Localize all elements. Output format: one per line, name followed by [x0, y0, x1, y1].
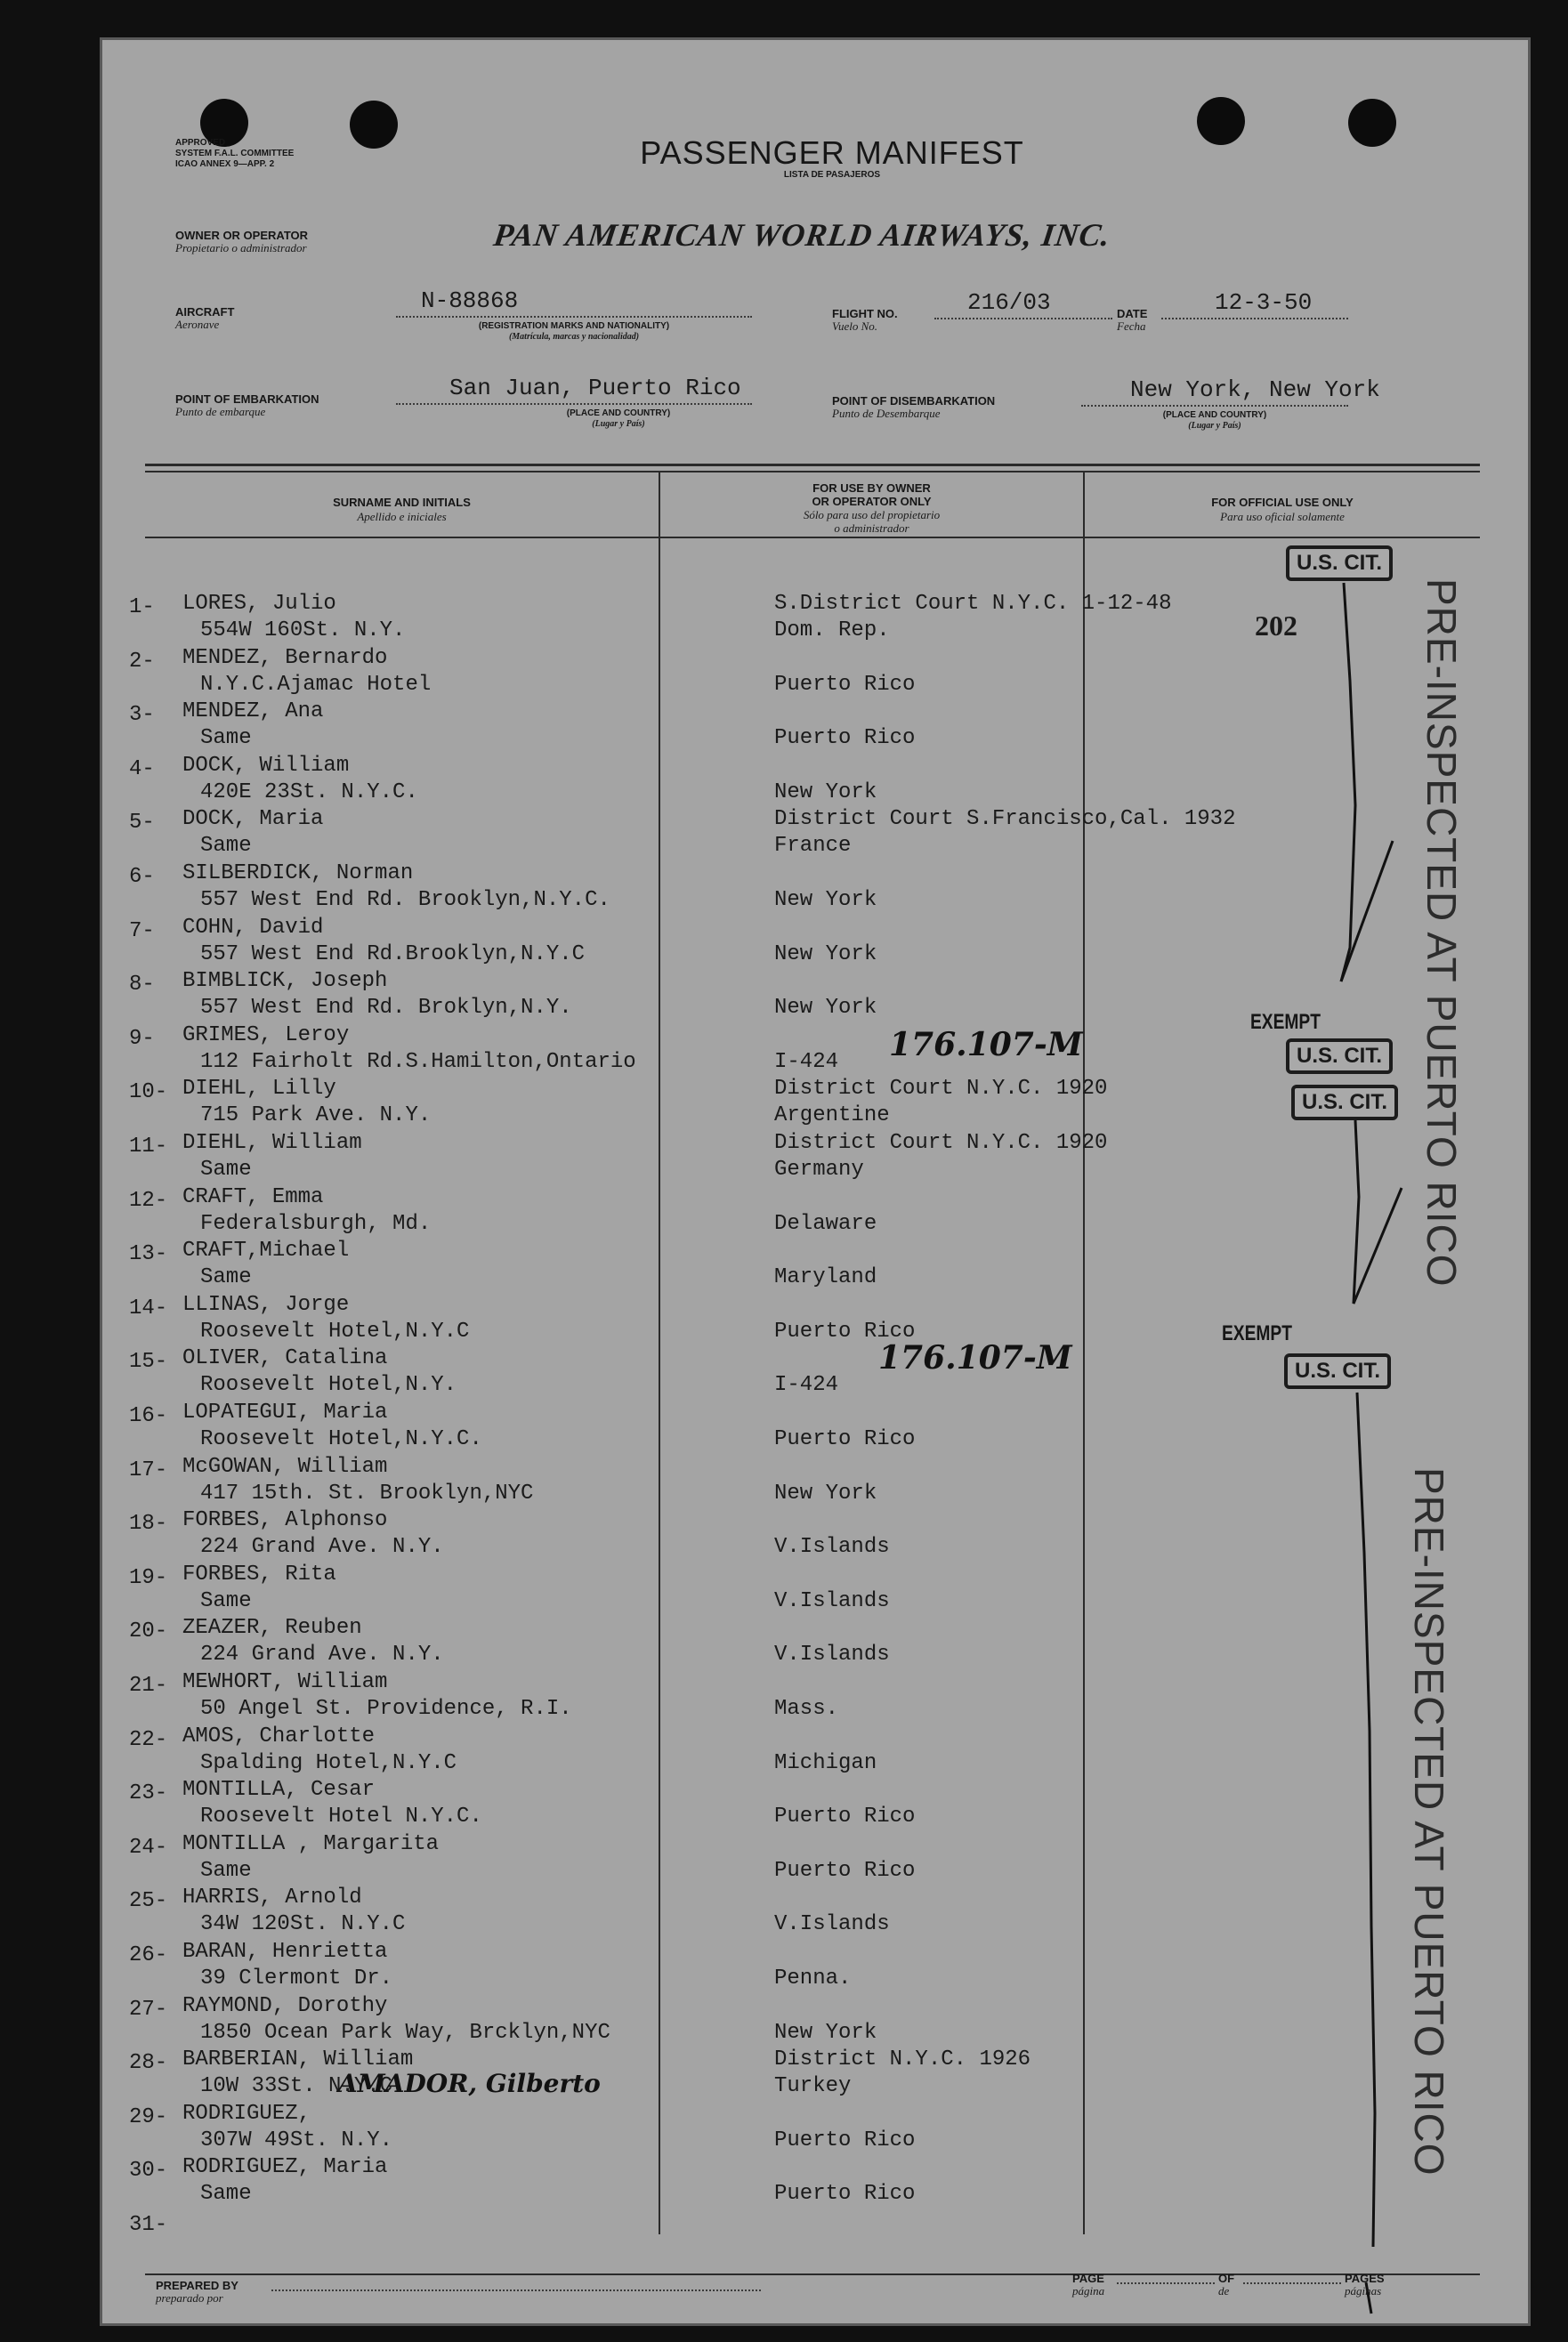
operator-note-2: Germany	[774, 1158, 864, 1182]
passenger-address: 34W 120St. N.Y.C	[200, 1912, 406, 1936]
operator-note-2: V.Islands	[774, 1912, 890, 1936]
operator-note-2: Penna.	[774, 1966, 852, 1991]
operator-note-2: New York	[774, 942, 877, 966]
approval-line: ICAO ANNEX 9—APP. 2	[175, 159, 275, 169]
row-number: 27-	[129, 1998, 168, 2022]
check-line	[1341, 841, 1393, 981]
owner-label-es: Propietario o administrador	[175, 241, 307, 254]
file-number: 202	[1255, 610, 1297, 642]
pages-label-es: páginas	[1345, 2284, 1382, 2298]
passenger-name: LLINAS, Jorge	[182, 1293, 350, 1317]
passenger-address: Roosevelt Hotel,N.Y.C	[200, 1320, 470, 1344]
us-citizen-stamp: U.S. CIT.	[1286, 1038, 1393, 1074]
operator-note-2: New York	[774, 1482, 877, 1506]
operator-note-2: Mass.	[774, 1697, 839, 1721]
passenger-name: RODRIGUEZ, Maria	[182, 2155, 388, 2179]
passenger-name: CRAFT,Michael	[182, 1239, 350, 1263]
operator-note-2: I-424	[774, 1373, 839, 1397]
operator-note: S.District Court N.Y.C. 1-12-48	[774, 592, 1172, 616]
operator-name: PAN AMERICAN WORLD AIRWAYS, INC.	[491, 217, 1113, 253]
operator-note-2: Puerto Rico	[774, 1805, 916, 1829]
passenger-name: FORBES, Rita	[182, 1563, 336, 1587]
operator-note-2: New York	[774, 888, 877, 912]
operator-note-2: Michigan	[774, 1751, 877, 1775]
owner-label: OWNER OR OPERATOR	[175, 229, 309, 242]
page-label-es: página	[1072, 2284, 1105, 2298]
passenger-name: ZEAZER, Reuben	[182, 1616, 362, 1640]
passenger-address: 50 Angel St. Providence, R.I.	[200, 1697, 572, 1721]
passenger-address: 557 West End Rd. Brooklyn,N.Y.C.	[200, 888, 610, 912]
passenger-name: DOCK, William	[182, 754, 350, 778]
col-header-owner-line: FOR USE BY OWNER	[812, 481, 931, 495]
of-line	[1243, 2282, 1341, 2284]
passenger-name: MENDEZ, Ana	[182, 699, 324, 723]
of-label: OF	[1218, 2272, 1235, 2285]
preinspected-stamp: PRE-INSPECTED AT PUERTO RICO	[1406, 1467, 1452, 2176]
operator-note-2: Puerto Rico	[774, 726, 916, 750]
operator-note: District N.Y.C. 1926	[774, 2047, 1031, 2071]
operator-note-2: V.Islands	[774, 1535, 890, 1559]
embark-place-note-es: (Lugar y País)	[592, 419, 645, 429]
passenger-name: McGOWAN, William	[182, 1455, 388, 1479]
operator-note-2: Maryland	[774, 1265, 877, 1289]
embarkation-label: POINT OF EMBARKATION	[175, 392, 319, 406]
us-citizen-stamp: U.S. CIT.	[1284, 1353, 1391, 1389]
passenger-address: Same	[200, 1158, 252, 1182]
passenger-name: RAYMOND, Dorothy	[182, 1994, 388, 2018]
passenger-name: HARRIS, Arnold	[182, 1886, 362, 1910]
passenger-address: 554W 160St. N.Y.	[200, 618, 406, 642]
passenger-name: DIEHL, William	[182, 1131, 362, 1155]
passenger-name: BARBERIAN, William	[182, 2047, 414, 2071]
row-number: 3-	[129, 703, 155, 727]
disembarkation-label: POINT OF DISEMBARKATION	[832, 394, 996, 408]
passenger-address: 307W 49St. N.Y.	[200, 2128, 393, 2152]
passenger-address: 1850 Ocean Park Way, Brcklyn,NYC	[200, 2021, 610, 2045]
operator-note-2: Puerto Rico	[774, 1427, 916, 1451]
row-number: 1-	[129, 595, 155, 619]
passenger-name: BIMBLICK, Joseph	[182, 969, 388, 993]
flight-label-es: Vuelo No.	[832, 319, 878, 333]
passenger-name: MENDEZ, Bernardo	[182, 646, 388, 670]
row-number: 15-	[129, 1350, 168, 1374]
col-header-name: SURNAME AND INITIALS	[333, 496, 471, 509]
passenger-address: Same	[200, 1589, 252, 1613]
passenger-name: OLIVER, Catalina	[182, 1346, 388, 1370]
passenger-address: Same	[200, 1265, 252, 1289]
embarkation-label-es: Punto de embarque	[175, 405, 266, 418]
aircraft-label-es: Aeronave	[175, 318, 220, 331]
passenger-name: AMOS, Charlotte	[182, 1724, 376, 1748]
aircraft-value: N-88868	[421, 287, 519, 314]
passenger-address: Same	[200, 726, 252, 750]
handwritten-number: 176.107-M	[878, 1339, 1072, 1377]
passenger-address: Federalsburgh, Md.	[200, 1212, 432, 1236]
operator-note-2: Puerto Rico	[774, 1859, 916, 1883]
row-number: 22-	[129, 1728, 168, 1752]
row-number: 6-	[129, 865, 155, 889]
exempt-stamp: EXEMPT	[1222, 1321, 1292, 1345]
page-label: PAGE	[1072, 2272, 1104, 2285]
passenger-name: RODRIGUEZ,	[182, 2102, 311, 2126]
passenger-name: DIEHL, Lilly	[182, 1077, 336, 1101]
row-number: 28-	[129, 2051, 168, 2075]
preinspected-stamp: PRE-INSPECTED AT PUERTO RICO	[1418, 578, 1465, 1288]
row-number: 26-	[129, 1943, 168, 1967]
passenger-address: 224 Grand Ave. N.Y.	[200, 1643, 444, 1667]
operator-note-2: Puerto Rico	[774, 1320, 916, 1344]
row-number: 5-	[129, 811, 155, 835]
exempt-stamp: EXEMPT	[1250, 1010, 1321, 1034]
disembark-place-note: (PLACE AND COUNTRY)	[1162, 410, 1267, 420]
handwritten-number: 176.107-M	[889, 1026, 1083, 1063]
pages-label: PAGES	[1345, 2272, 1385, 2285]
row-number: 9-	[129, 1027, 155, 1051]
passenger-address: 112 Fairholt Rd.S.Hamilton,Ontario	[200, 1050, 636, 1074]
passenger-name: MONTILLA, Cesar	[182, 1778, 376, 1802]
row-number: 17-	[129, 1458, 168, 1482]
row-number: 18-	[129, 1512, 168, 1536]
date-label-es: Fecha	[1117, 319, 1146, 333]
row-number: 7-	[129, 919, 155, 943]
operator-note-2: Puerto Rico	[774, 2182, 916, 2206]
registration-note-es: (Matrícula, marcas y nacionalidad)	[508, 332, 640, 342]
passenger-address: 39 Clermont Dr.	[200, 1966, 393, 1991]
col-header-owner-es-line: o administrador	[834, 521, 909, 535]
embarkation-value: San Juan, Puerto Rico	[449, 375, 741, 401]
passenger-name: LORES, Julio	[182, 592, 336, 616]
aircraft-label: AIRCRAFT	[175, 305, 235, 319]
passenger-name: GRIMES, Leroy	[182, 1023, 350, 1047]
operator-note-2: New York	[774, 780, 877, 804]
disembarkation-value: New York, New York	[1130, 376, 1380, 403]
operator-note-2: New York	[774, 996, 877, 1020]
us-citizen-stamp: U.S. CIT.	[1291, 1085, 1398, 1120]
passenger-address: Roosevelt Hotel,N.Y.	[200, 1373, 457, 1397]
passenger-address: Same	[200, 2182, 252, 2206]
passenger-name: FORBES, Alphonso	[182, 1508, 388, 1532]
document-title: PASSENGER MANIFEST	[640, 134, 1024, 171]
disembark-place-note-es: (Lugar y País)	[1188, 421, 1241, 431]
handwritten-name: AMADOR, Gilberto	[338, 2069, 601, 2098]
row-number: 12-	[129, 1189, 168, 1213]
row-number: 14-	[129, 1296, 168, 1320]
passenger-address: 10W 33St. N.Y.C	[200, 2074, 393, 2098]
flight-label: FLIGHT NO.	[832, 307, 898, 320]
date-value: 12-3-50	[1215, 289, 1313, 316]
row-number: 13-	[129, 1242, 168, 1266]
passenger-address: Same	[200, 834, 252, 858]
col-header-owner-es-line: Sólo para uso del propietario	[803, 508, 941, 521]
document-subtitle: LISTA DE PASAJEROS	[783, 170, 881, 180]
passenger-address: 420E 23St. N.Y.C.	[200, 780, 418, 804]
of-label-es: de	[1218, 2284, 1230, 2298]
approval-line: SYSTEM F.A.L. COMMITTEE	[175, 149, 295, 158]
passenger-address: 224 Grand Ave. N.Y.	[200, 1535, 444, 1559]
operator-note-2: Puerto Rico	[774, 673, 916, 697]
row-number: 24-	[129, 1836, 168, 1860]
row-number: 8-	[129, 973, 155, 997]
us-citizen-stamp: U.S. CIT.	[1286, 545, 1393, 581]
passenger-address: 417 15th. St. Brooklyn,NYC	[200, 1482, 534, 1506]
prepared-by-label: PREPARED BY	[156, 2279, 238, 2292]
row-number: 2-	[129, 650, 155, 674]
check-line	[1357, 1393, 1375, 2247]
row-number: 23-	[129, 1781, 168, 1805]
row-number: 10-	[129, 1080, 168, 1104]
operator-note: District Court S.Francisco,Cal. 1932	[774, 807, 1236, 831]
embark-place-note: (PLACE AND COUNTRY)	[566, 408, 671, 418]
passenger-name: MEWHORT, William	[182, 1670, 388, 1694]
row-number: 25-	[129, 1889, 168, 1913]
date-label: DATE	[1117, 307, 1148, 320]
passenger-name: BARAN, Henrietta	[182, 1940, 388, 1964]
operator-note-2: New York	[774, 2021, 877, 2045]
row-number: 20-	[129, 1619, 168, 1643]
check-line	[1354, 1120, 1402, 1304]
manifest-sheet	[100, 37, 1531, 2326]
passenger-name: LOPATEGUI, Maria	[182, 1401, 388, 1425]
registration-note: (REGISTRATION MARKS AND NATIONALITY)	[478, 321, 670, 331]
passenger-name: COHN, David	[182, 916, 324, 940]
col-header-official-es: Para uso oficial solamente	[1220, 510, 1345, 523]
prepared-by-line	[271, 2290, 761, 2291]
passenger-address: Roosevelt Hotel N.Y.C.	[200, 1805, 482, 1829]
page-line	[1117, 2282, 1215, 2284]
passenger-address: Same	[200, 1859, 252, 1883]
prepared-by-label-es: preparado por	[156, 2291, 223, 2305]
col-header-official: FOR OFFICIAL USE ONLY	[1211, 496, 1354, 509]
row-number: 4-	[129, 757, 155, 781]
operator-note: District Court N.Y.C. 1920	[774, 1131, 1108, 1155]
disembarkation-label-es: Punto de Desembarque	[832, 407, 941, 420]
row-number: 11-	[129, 1135, 168, 1159]
col-header-owner-line: OR OPERATOR ONLY	[812, 495, 932, 508]
col-header-name-es: Apellido e iniciales	[357, 510, 447, 523]
flight-value: 216/03	[967, 289, 1051, 316]
operator-note-2: Delaware	[774, 1212, 877, 1236]
operator-note-2: Turkey	[774, 2074, 852, 2098]
row-number: 30-	[129, 2159, 168, 2183]
operator-note-2: V.Islands	[774, 1589, 890, 1613]
operator-note-2: Puerto Rico	[774, 2128, 916, 2152]
operator-note-2: France	[774, 834, 852, 858]
check-line	[1341, 583, 1355, 981]
operator-note-2: Dom. Rep.	[774, 618, 890, 642]
passenger-address: 715 Park Ave. N.Y.	[200, 1103, 432, 1127]
approval-line: APPROVED	[175, 138, 226, 148]
footer-rule	[145, 2273, 1480, 2275]
passenger-address: Spalding Hotel,N.Y.C	[200, 1751, 457, 1775]
row-number: 19-	[129, 1566, 168, 1590]
passenger-name: SILBERDICK, Norman	[182, 861, 414, 885]
passenger-name: DOCK, Maria	[182, 807, 324, 831]
check-marks	[102, 40, 1526, 2326]
row-number: 16-	[129, 1404, 168, 1428]
operator-note: District Court N.Y.C. 1920	[774, 1077, 1108, 1101]
operator-note-2: I-424	[774, 1050, 839, 1074]
row-number: 29-	[129, 2105, 168, 2129]
passenger-address: N.Y.C.Ajamac Hotel	[200, 673, 432, 697]
passenger-address: 557 West End Rd. Broklyn,N.Y.	[200, 996, 572, 1020]
row-number: 21-	[129, 1674, 168, 1698]
passenger-name: CRAFT, Emma	[182, 1185, 324, 1209]
row-number: 31-	[129, 2213, 168, 2237]
passenger-name: MONTILLA , Margarita	[182, 1832, 440, 1856]
passenger-address: Roosevelt Hotel,N.Y.C.	[200, 1427, 482, 1451]
passenger-address: 557 West End Rd.Brooklyn,N.Y.C	[200, 942, 586, 966]
operator-note-2: Argentine	[774, 1103, 890, 1127]
operator-note-2: V.Islands	[774, 1643, 890, 1667]
